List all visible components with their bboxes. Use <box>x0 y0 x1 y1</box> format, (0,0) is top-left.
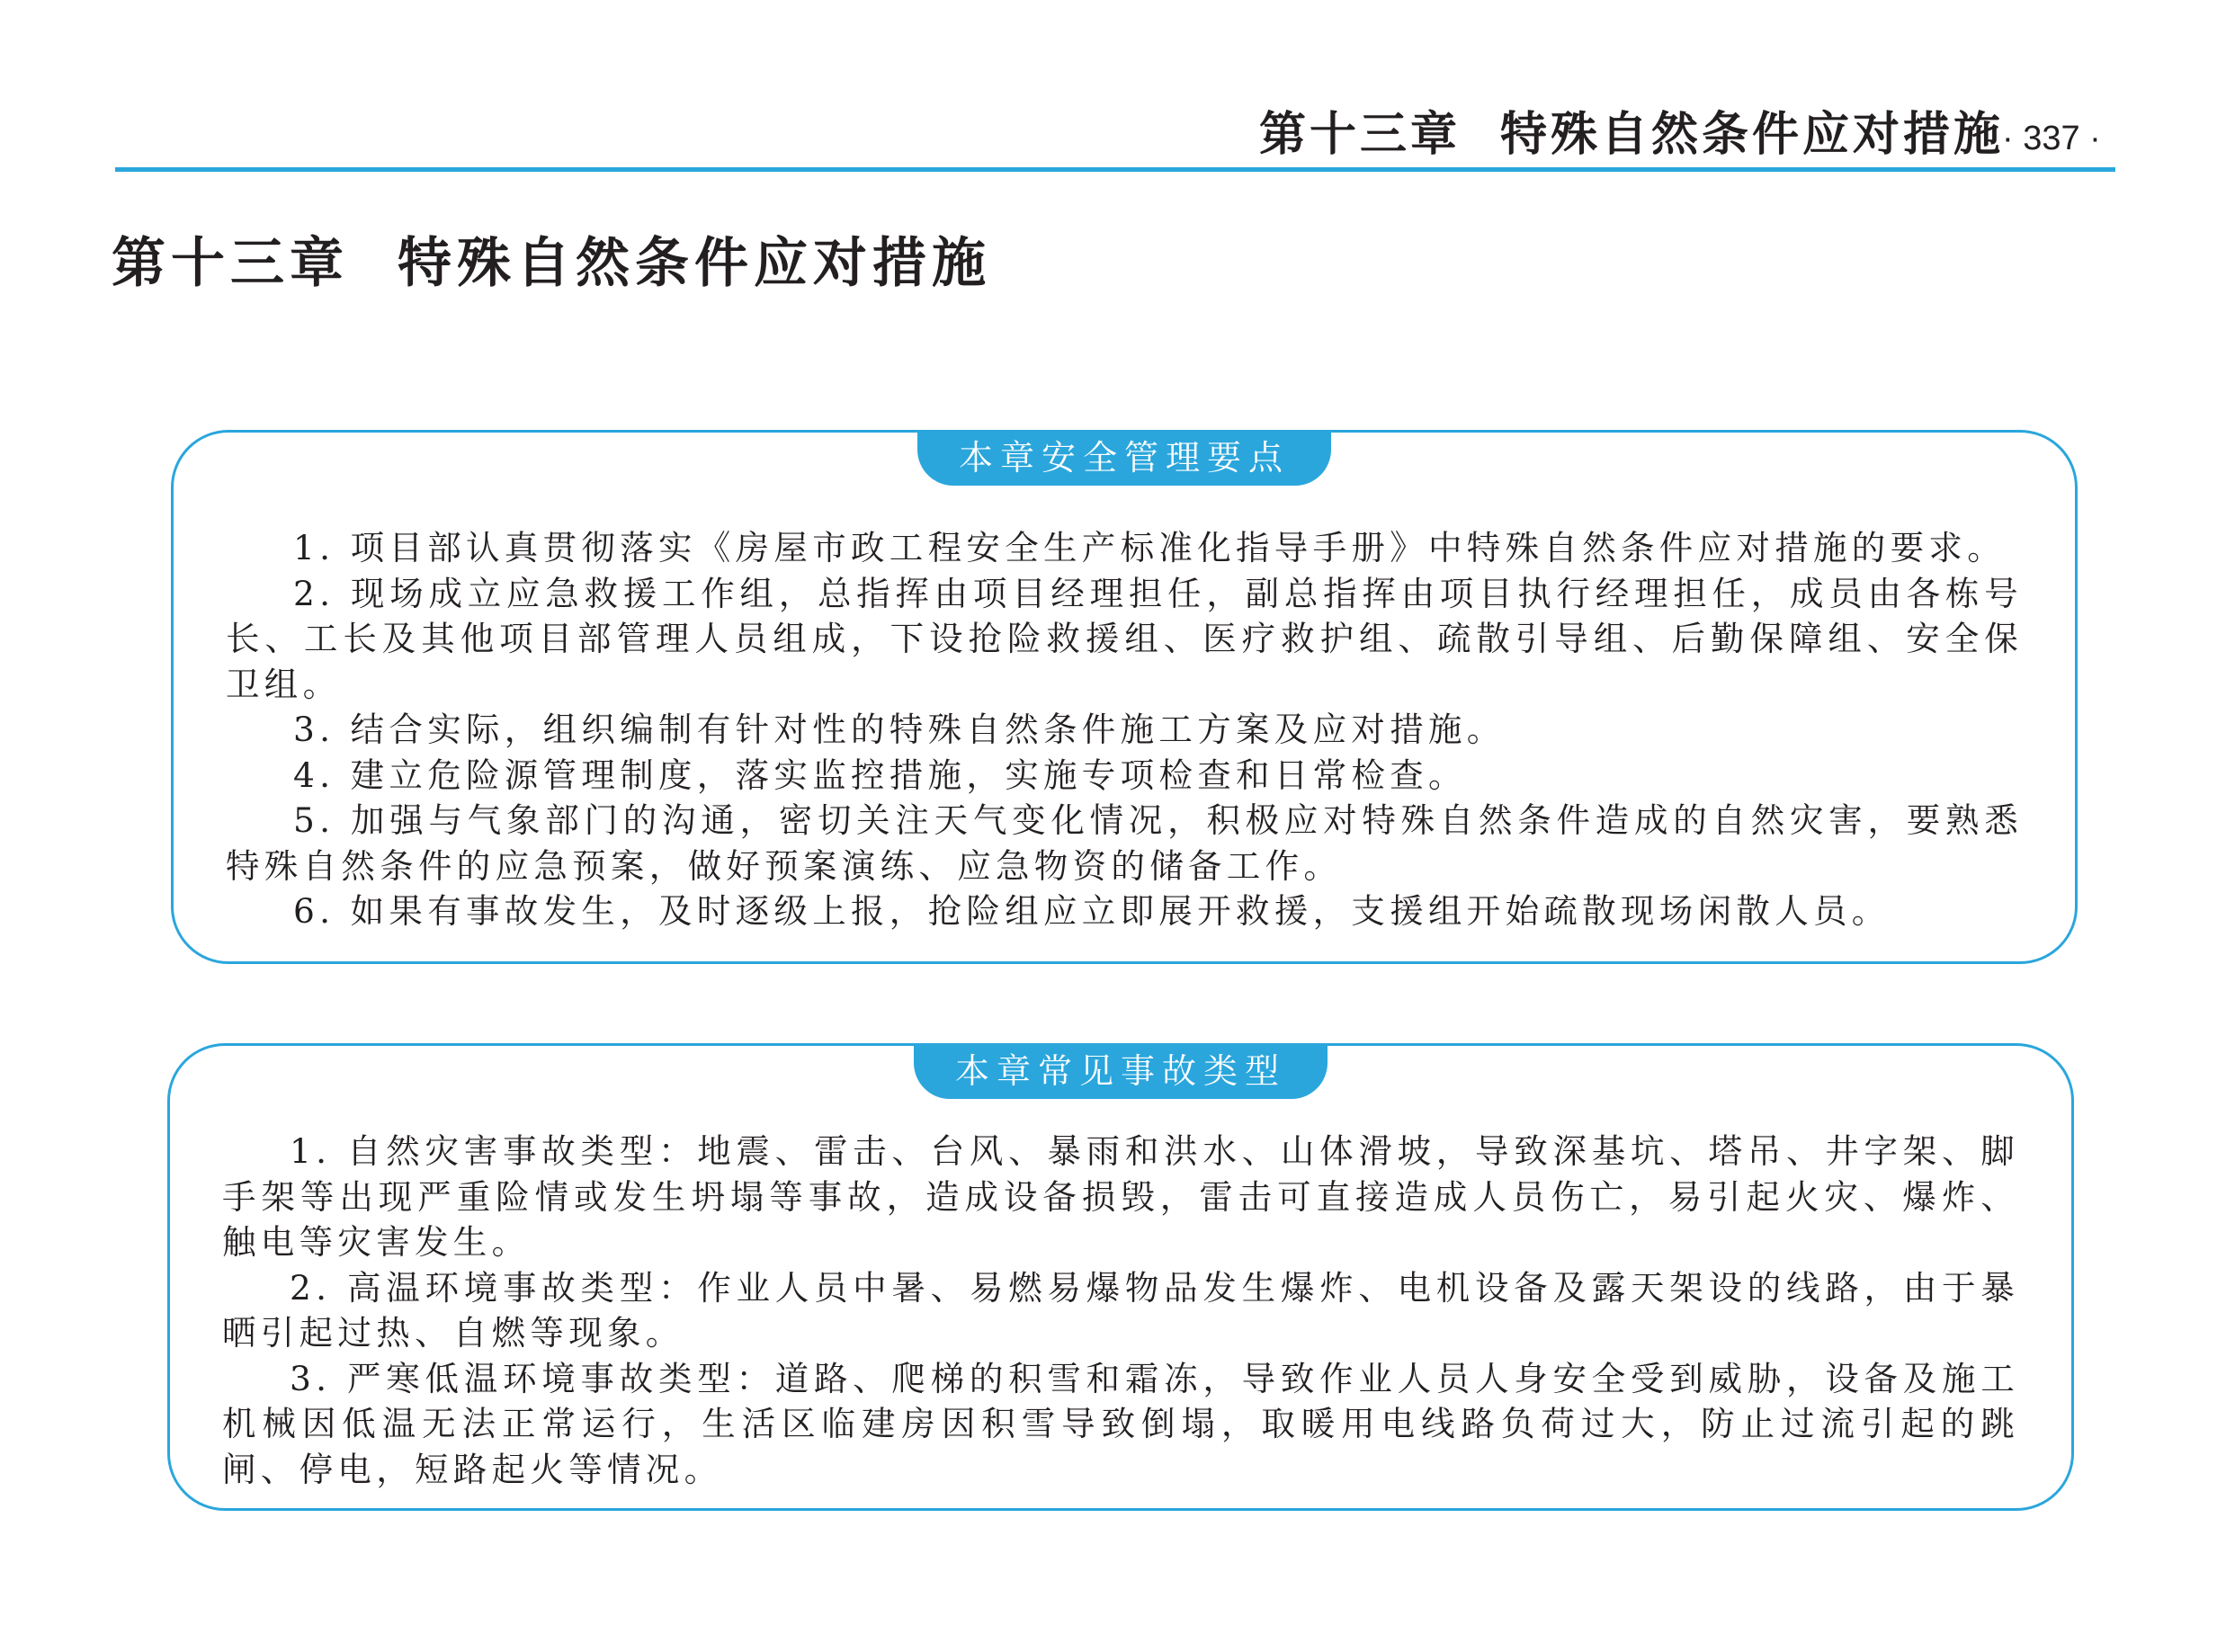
safety-points-list <box>226 525 2023 934</box>
header-rule <box>115 167 2115 172</box>
accident-types-box <box>167 1043 2074 1511</box>
accident-types-title: 本章常见事故类型 <box>914 1043 1328 1099</box>
chapter-title: 特殊自然条件应对措施 <box>398 232 991 295</box>
running-title <box>1259 106 2004 164</box>
accident-types-list <box>222 1129 2019 1492</box>
accident-type-item: 1. 自然灾害事故类型：地震、雷击、台风、暴雨和洪水、山体滑坡，导致深基坑、塔吊、井字架、脚手架等出现严重险情或发生坍塌等事故，造成设备损毁，雷击可直接造成人员伤亡，易引起火灾、爆炸、触电等灾害发生。 <box>222 1131 2019 1262</box>
safety-point-item: 6. 如果有事故发生，及时逐级上报，抢险组应立即展开救援，支援组开始疏散现场闲散人员。 <box>293 891 1891 931</box>
accident-type-item: 2. 高温环境事故类型：作业人员中暑、易燃易爆物品发生爆炸、电机设备及露天架设的线路，由于暴晒引起过热、自燃等现象。 <box>222 1267 2019 1353</box>
safety-point-item: 2. 现场成立应急救援工作组，总指挥由项目经理担任，副总指挥由项目执行经理担任，成员由各栋号长、工长及其他项目部管理人员组成，下设抢险救援组、医疗救护组、疏散引导组、后勤保障组、安全保卫组。 <box>226 573 2023 704</box>
running-header <box>0 0 2226 180</box>
chapter-heading <box>112 229 991 298</box>
accident-type-item: 3. 严寒低温环境事故类型：道路、爬梯的积雪和霜冻，导致作业人员人身安全受到威胁，设备及施工机械因低温无法正常运行，生活区临建房因积雪导致倒塌，取暖用电线路负荷过大，防止过流引起的跳闸、停电，短路起火等情况。 <box>222 1358 2019 1489</box>
safety-point-item: 5. 加强与气象部门的沟通，密切关注天气变化情况，积极应对特殊自然条件造成的自然灾害，要熟悉特殊自然条件的应急预案，做好预案演练、应急物资的储备工作。 <box>226 800 2023 886</box>
page-number: · 337 · <box>2002 120 2101 157</box>
safety-points-box <box>171 430 2078 964</box>
safety-point-item: 1. 项目部认真贯彻落实《房屋市政工程安全生产标准化指导手册》中特殊自然条件应对措施的要求。 <box>293 528 2006 567</box>
safety-points-title: 本章安全管理要点 <box>917 430 1331 486</box>
running-chapter-title: 特殊自然条件应对措施 <box>1500 108 2005 162</box>
chapter-number: 第十三章 <box>112 232 349 295</box>
safety-point-item: 4. 建立危险源管理制度，落实监控措施，实施专项检查和日常检查。 <box>293 755 1467 795</box>
safety-point-item: 3. 结合实际，组织编制有针对性的特殊自然条件施工方案及应对措施。 <box>293 710 1506 749</box>
running-chapter-number: 第十三章 <box>1259 108 1462 162</box>
